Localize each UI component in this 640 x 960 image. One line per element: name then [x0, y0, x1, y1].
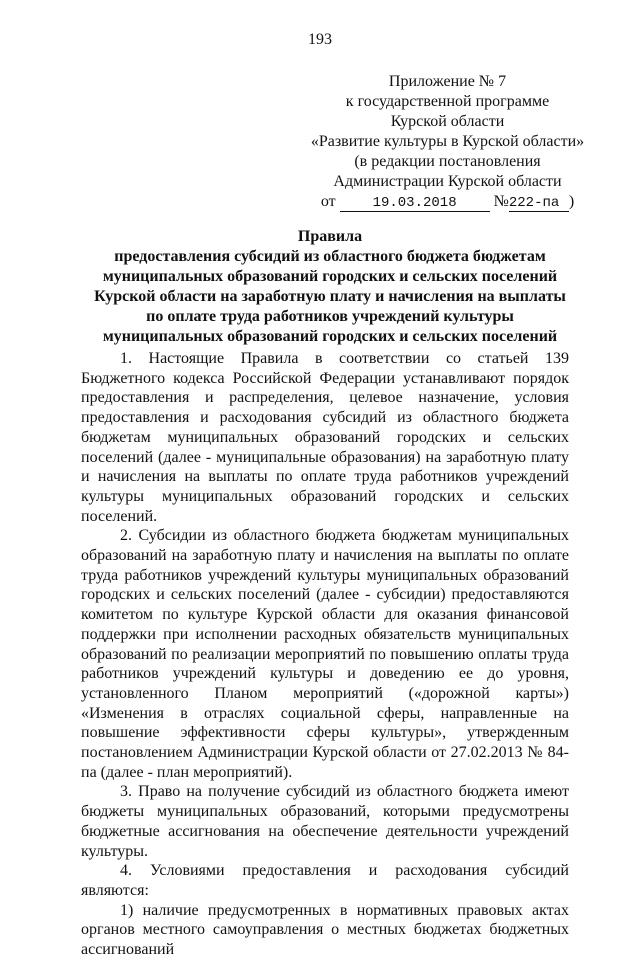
- paragraph-2: 2. Субсидии из областного бюджета бюджетам муниципальных образований на заработную плату и начисления на выплаты по оплате труда работников учреждений культуры муниципальных образований городских и сельских поселений (далее - субсидии) предоставляются комитетом по культуре Курской области для оказания финансовой поддержки при исполнении расходных обязательств муниципальных образований по реализации мероприятий по повышению оплаты труда работников учреждений культуры и доведению ее до уровня, установленного Планом мероприятий («дорожной карты») «Изменения в отраслях социальной сферы, направленные на повышение эффективности сферы культуры», утвержденным постановлением Администрации Курской области от 27.02.2013 № 84-па (далее - план мероприятий).: [81, 527, 569, 781]
- number-label: №: [493, 193, 509, 210]
- appendix-line: Курской области: [390, 113, 505, 130]
- closing-paren: ): [568, 193, 575, 210]
- resolution-number: 222-па: [509, 195, 569, 212]
- appendix-line: Приложение № 7: [388, 73, 507, 90]
- resolution-date: 19.03.2018: [340, 195, 490, 212]
- paragraph-3: 3. Право на получение субсидий из областного бюджета имеют бюджеты муниципальных образований, которыми предусмотрены бюджетные ассигнования на обеспечение деятельности учреждений культуры.: [81, 783, 569, 860]
- title-line: муниципальных образований городских и сельских поселений: [102, 328, 558, 345]
- from-label: от: [320, 193, 336, 210]
- document-body: [81, 349, 569, 960]
- appendix-line: (в редакции постановления: [354, 153, 541, 170]
- resolution-date-line: [310, 192, 585, 212]
- appendix-header: [310, 72, 585, 212]
- title-line: Курской области на заработную плату и начисления на выплаты: [94, 288, 566, 305]
- paragraph-4: 4. Условиями предоставления и расходования субсидий являются:: [81, 862, 569, 899]
- title-line: предоставления субсидий из областного бюджета бюджетам: [114, 248, 546, 265]
- appendix-line: Администрации Курской области: [333, 173, 562, 190]
- appendix-line: к государственной программе: [345, 93, 550, 110]
- page-number: 193: [308, 31, 332, 48]
- title-line: Правила: [297, 228, 363, 245]
- paragraph-1: 1. Настоящие Правила в соответствии со статьей 139 Бюджетного кодекса Российской Федерации устанавливают порядок предоставления и распределения, целевое назначение, условия предоставления и расходования субсидий из областного бюджета бюджетам муниципальных образований городских и сельских поселений (далее - муниципальные образования) на заработную плату и начисления на выплаты по оплате труда работников учреждений культуры муниципальных образований городских и сельских поселений.: [81, 350, 569, 525]
- paragraph-4-item-1: 1) наличие предусмотренных в нормативных правовых актах органов местного самоуправления о местных бюджетах бюджетных ассигнований: [81, 901, 569, 959]
- title-line: муниципальных образований городских и сельских поселений: [102, 268, 558, 285]
- appendix-line: «Развитие культуры в Курской области»: [310, 133, 585, 150]
- document-title: [90, 227, 570, 347]
- title-line: по оплате труда работников учреждений культуры: [146, 308, 514, 325]
